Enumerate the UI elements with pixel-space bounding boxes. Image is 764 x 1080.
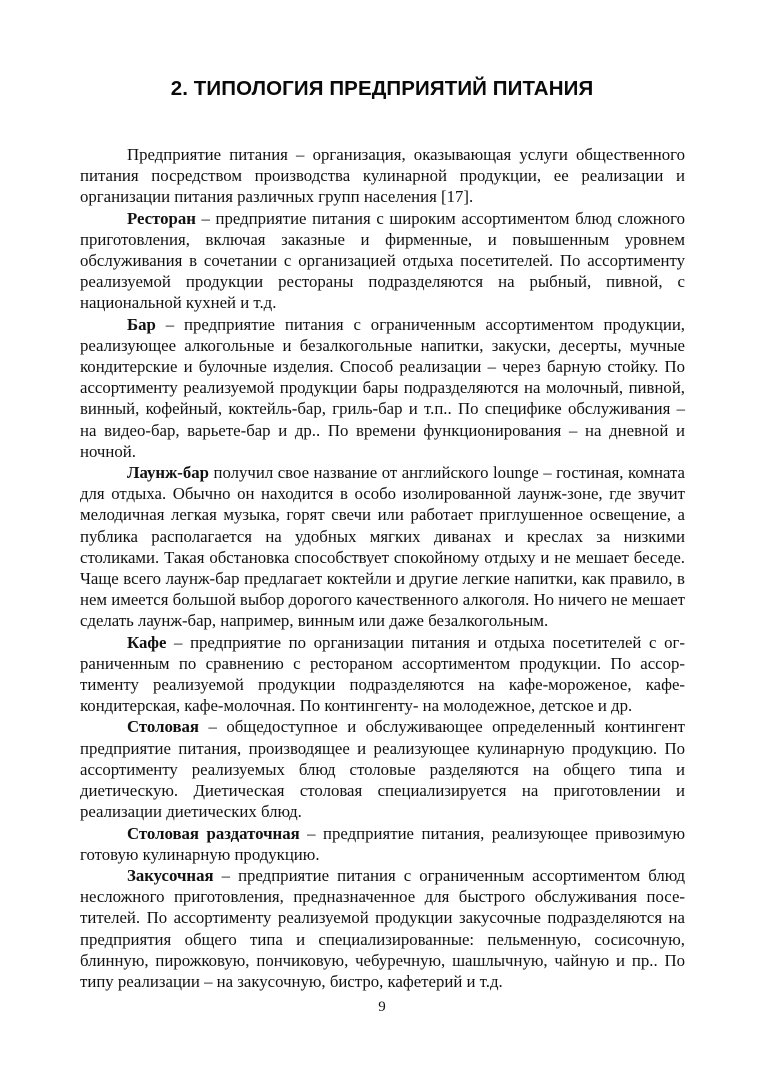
term-canteen: Столовая xyxy=(127,717,200,737)
page-title: 2. ТИПОЛОГИЯ ПРЕДПРИЯТИЙ ПИТАНИЯ xyxy=(170,77,594,100)
paragraph-lounge-bar xyxy=(80,462,685,632)
paragraph-cafe xyxy=(80,632,685,717)
term-cafe: Кафе xyxy=(127,632,167,652)
paragraph-text: – предприятие питания, реализующее привозимую готовую кулинарную продукцию. xyxy=(80,823,685,864)
term-distribution-canteen: Столовая раздаточная xyxy=(127,823,300,843)
paragraph-canteen xyxy=(80,716,685,822)
paragraph-text: – предприятие по организации питания и отдыха посетителей с ограниченным по сравнению с рестораном ассортиментом продукции. По ассортименту реализуемой продукции подразделяются на кафе-мороженое, кафе-кондитерская, кафе-молочная. По контингенту- на молодежное, детское и др. xyxy=(80,632,685,716)
term-snack-bar: Закусочная xyxy=(127,865,214,885)
paragraph-text: – предприятие питания с широким ассортиментом блюд сложного приготовления, включая заказные и фирменные, и повышенным уровнем обслуживания в сочетании с организацией отдыха посетителей. По ассортименту реализуемой продукции рестораны подразделяются на рыбный, пивной, с национальной кухней и т.д. xyxy=(80,208,685,313)
paragraph-text: – общедоступное и обслуживающее определенный контингент предприятие питания, производящее и реализующее кулинарную продукцию. По ассортименту реализуемых блюд столовые разделяются на общего типа и диетическую. Диетическая столовая специализируется на приготовлении и реализации диетических блюд. xyxy=(80,717,685,822)
body-text xyxy=(80,144,685,992)
term-lounge-bar: Лаунж-бар xyxy=(127,463,209,483)
paragraph-bar xyxy=(80,314,685,462)
term-restaurant: Ресторан xyxy=(127,208,196,228)
paragraph-text: получил свое название от английского lounge – гостиная, комната для отдыха. Обычно он находится в особо изолированной лаунж-зоне, где звучит мелодичная легкая музыка, горят свечи или работает приглушенное освещение, а публика располагается на удобных мягких диванах и креслах за низкими столиками. Такая обстановка способствует спокойному отдыху и не мешает беседе. Чаще всего лаунж-бар предлагает коктейли и другие легкие напитки, как правило, в нем имеется большой выбор дорогого качественного алкоголя. Но ничего не мешает сделать лаунж-бар, например, винным или даже безалкогольным. xyxy=(80,463,685,631)
paragraph-text: Предприятие питания – организация, оказывающая услуги общественного питания посредством производства кулинарной продукции, ее реализации и организации питания различных групп населения [17]. xyxy=(80,145,685,207)
page-number: 9 xyxy=(378,999,386,1015)
paragraph-text: – предприятие питания с ограниченным ассортиментом блюд несложного приготовления, предназначенное для быстрого обслуживания посетителей. По ассортименту реализуемой продукции закусочные подразделяются на предприятия общего типа и специализированные: пельменную, сосисочную, блинную, пирожковую, пончиковую, чебуречную, шашлычную, чайную и пр.. По типу реализации – на закусочную, бистро, кафетерий и т.д. xyxy=(80,865,685,991)
paragraph-text: – предприятие питания с ограниченным ассортиментом продукции, реализующее алкогольные и безалкогольные напитки, закуски, десерты, мучные кондитерские и булочные изделия. Способ реализации – через барную стойку. По ассортименту реализуемой продукции бары подразделяются на молочный, пивной, винный, кофейный, коктейль-бар, гриль-бар и т.п.. По специфике обслуживания – на видео-бар, варьете-бар и др.. По времени функционирования – на дневной и ночной. xyxy=(80,314,685,461)
paragraph-restaurant xyxy=(80,208,685,314)
term-bar: Бар xyxy=(127,314,156,334)
paragraph-definition xyxy=(80,144,685,208)
paragraph-distribution-canteen xyxy=(80,823,685,865)
paragraph-snack-bar xyxy=(80,865,685,992)
